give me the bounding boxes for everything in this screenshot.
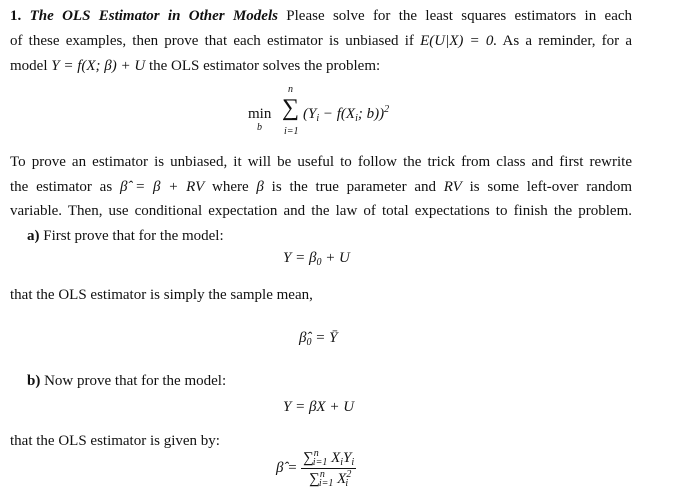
part-a-result: $\betâ_0$ = Ȳ	[299, 330, 338, 348]
problem-number: 1.	[10, 8, 22, 24]
para-line-1: To prove an estimator is unbiased, it will be useful to follow the trick from class and first rewrite	[10, 154, 632, 170]
math-inline: E(U|X) = 0.	[420, 33, 498, 49]
para-line-3: variable. Then, use conditional expectation and the law of total expectations to finish the problem.	[10, 203, 632, 219]
part-a-model: $Y = \beta_0 + U$	[283, 250, 350, 268]
para-line-2: the estimator as β̂ = β + RV where β is the true parameter and RV is some left-over random	[10, 179, 633, 195]
min-operator: min	[248, 106, 272, 122]
numerator: ∑$^n_{i=1}$ $X_iY_i$	[303, 448, 355, 468]
denominator: ∑$^n_{i=1}$ $X^2_i$	[309, 469, 352, 489]
intro-text: Please solve for the least squares estimators in each	[286, 8, 633, 24]
min-subscript: b	[257, 122, 262, 133]
intro-line-1	[10, 8, 632, 25]
intro-text: As a reminder, for a	[502, 33, 633, 49]
summand: ($Y_i - f(X_i$; b))$^2$	[303, 104, 390, 124]
part-a-text-2: that the OLS estimator is simply the sample mean,	[10, 287, 313, 303]
part-b-result: β̂ = $\frac{\sum^n_{i=1} X_iY_i}{\sum^n_{i=1} X^2_i}$	[276, 448, 355, 489]
problem-title: The OLS Estimator in Other Models	[29, 8, 278, 24]
math-inline: β̂ = β + RV	[119, 179, 205, 195]
math-inline: Y = f(X; β) + U	[51, 58, 146, 74]
part-b-text-2: that the OLS estimator is given by:	[10, 433, 220, 449]
intro-text: model	[10, 58, 48, 74]
intro-line-2	[10, 33, 632, 50]
sum-upper: n	[288, 84, 293, 95]
intro-text: of these examples, then prove that each estimator is unbiased if	[10, 33, 414, 49]
part-b-heading: b) Now prove that for the model:	[27, 373, 227, 389]
part-label: b)	[27, 373, 41, 389]
part-a-heading: a) First prove that for the model:	[27, 228, 224, 244]
math-inline: RV	[443, 179, 462, 195]
part-b-model: Y = βX + U	[283, 399, 355, 415]
part-label: a)	[27, 228, 40, 244]
sum-lower: i=1	[284, 126, 299, 137]
ols-fraction	[301, 448, 356, 489]
math-inline: β	[256, 179, 264, 195]
intro-line-3	[10, 58, 380, 75]
sum-sign: ∑	[282, 95, 300, 121]
intro-text: the OLS estimator solves the problem:	[148, 58, 381, 74]
